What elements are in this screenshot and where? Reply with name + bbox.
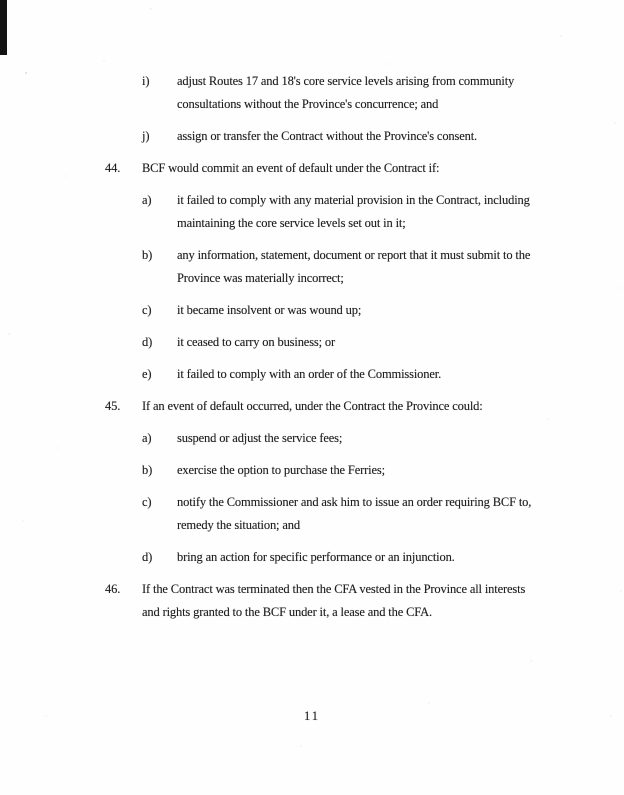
- list-marker: d): [142, 335, 153, 349]
- list-marker: j): [142, 129, 150, 143]
- list-item-44a: [0, 189, 624, 235]
- text-line: If the Contract was terminated then the CFA vested in the Province all interests: [142, 582, 526, 596]
- text-line: adjust Routes 17 and 18's core service levels arising from community: [177, 74, 515, 88]
- scan-artifact-bar: [0, 0, 7, 55]
- text-line: Province was materially incorrect;: [177, 271, 344, 285]
- page-number: 11: [303, 709, 321, 723]
- list-item-44d: [0, 331, 624, 354]
- list-item-44e: [0, 363, 624, 386]
- list-marker: i): [142, 74, 150, 88]
- text-line: it became insolvent or was wound up;: [177, 303, 362, 317]
- list-item-45d: [0, 546, 624, 569]
- paragraph-number: 45.: [105, 399, 121, 413]
- text-line: maintaining the core service levels set out in it;: [177, 216, 406, 230]
- text-line: and rights granted to the BCF under it, a lease and the CFA.: [142, 605, 433, 619]
- list-marker: a): [142, 193, 152, 207]
- text-line: it failed to comply with an order of the Commissioner.: [177, 367, 442, 381]
- text-line: any information, statement, document or report that it must submit to the: [177, 248, 531, 262]
- list-item-45b: [0, 459, 624, 482]
- paragraph-44: [0, 157, 624, 180]
- list-marker: e): [142, 367, 152, 381]
- text-line: notify the Commissioner and ask him to issue an order requiring BCF to,: [177, 495, 532, 509]
- list-marker: b): [142, 463, 153, 477]
- text-line: BCF would commit an event of default under the Contract if:: [142, 161, 440, 175]
- text-line: it failed to comply with any material provision in the Contract, including: [177, 193, 530, 207]
- text-line: assign or transfer the Contract without the Province's consent.: [177, 129, 478, 143]
- list-marker: b): [142, 248, 153, 262]
- list-item-j: [0, 125, 624, 148]
- paragraph-45: [0, 395, 624, 418]
- text-line: it ceased to carry on business; or: [177, 335, 336, 349]
- text-line: bring an action for specific performance or an injunction.: [177, 550, 455, 564]
- list-marker: a): [142, 431, 152, 445]
- list-item-44c: [0, 299, 624, 322]
- list-marker: d): [142, 550, 153, 564]
- text-line: remedy the situation; and: [177, 518, 300, 532]
- list-marker: c): [142, 303, 152, 317]
- document-body: [0, 70, 624, 633]
- text-line: If an event of default occurred, under the Contract the Province could:: [142, 399, 483, 413]
- paragraph-number: 44.: [105, 161, 121, 175]
- text-line: suspend or adjust the service fees;: [177, 431, 343, 445]
- list-item-45a: [0, 427, 624, 450]
- paragraph-46: [0, 578, 624, 624]
- text-line: exercise the option to purchase the Ferries;: [177, 463, 385, 477]
- list-item-45c: [0, 491, 624, 537]
- paragraph-number: 46.: [105, 582, 121, 596]
- text-line: consultations without the Province's concurrence; and: [177, 97, 439, 111]
- list-item-44b: [0, 244, 624, 290]
- list-marker: c): [142, 495, 152, 509]
- list-item-i: [0, 70, 624, 116]
